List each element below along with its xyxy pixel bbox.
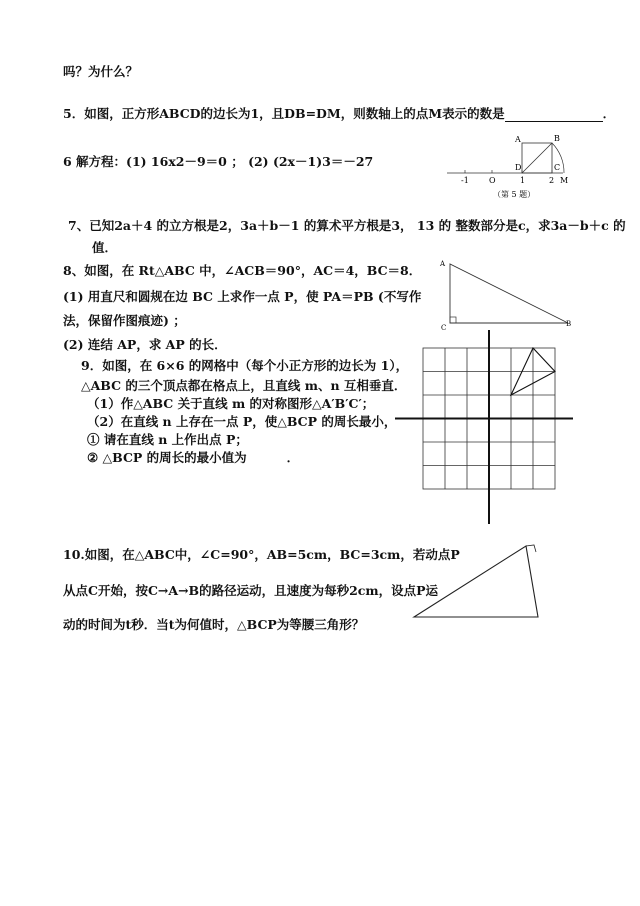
q5-caption: （第 5 题） xyxy=(493,190,536,199)
q8-line4: (2) 连结 AP，求 AP 的长． xyxy=(63,337,227,352)
q8-label-a: A xyxy=(440,260,446,268)
q8-right-angle-mark xyxy=(450,317,456,323)
q9-line5: ① 请在直线 n 上作出点 P； xyxy=(87,432,248,447)
q5-label-a: A xyxy=(515,135,521,144)
q8-line2: (1) 用直尺和圆规在边 BC 上求作一点 P，使 PA＝PB (不写作 xyxy=(63,289,422,304)
q9-line3: （1）作△ABC 关于直线 m 的对称图形△A′B′C′； xyxy=(87,396,375,411)
q5-label-d: D xyxy=(515,163,522,172)
q5-tick-minus1: -1 xyxy=(461,176,469,185)
q10-right-angle-mark xyxy=(526,545,536,552)
q9-line2: △ABC 的三个顶点都在格点上，且直线 m、n 互相垂直． xyxy=(81,378,407,393)
q5-figure xyxy=(445,130,595,200)
q5-label-c: C xyxy=(554,163,561,172)
q5-suffix: ． xyxy=(602,106,616,121)
q8-label-c: C xyxy=(441,324,447,332)
top-line: 吗？为什么？ xyxy=(63,64,139,79)
q9-line4: （2）在直线 n 上存在一点 P，使△BCP 的周长最小， xyxy=(87,414,397,429)
q8-line3: 法，保留作图痕迹) ； xyxy=(63,313,186,328)
q5-statement: 5．如图，正方形ABCD的边长为1，且DB=DM，则数轴上的点M表示的数是 xyxy=(63,106,505,121)
q5-tick-origin: O xyxy=(489,176,496,185)
q9-line6 xyxy=(87,450,299,466)
q6-text: 6 解方程：(1) 16x2－9＝0 ； (2) (2x－1)3＝－27 xyxy=(63,154,374,169)
q8-label-b: B xyxy=(566,320,572,328)
q10-line3: 动的时间为t秒．当t为何值时，△BCP为等腰三角形？ xyxy=(63,617,365,632)
q5-label-b: B xyxy=(554,134,560,143)
q7-line2: 值． xyxy=(92,240,118,255)
q9-line6-end: ． xyxy=(286,450,300,465)
q10-line2: 从点C开始，按C→A→B的路径运动，且速度为每秒2cm，设点P运 xyxy=(63,583,439,598)
q9-line1: 9．如图，在 6×6 的网格中（每个小正方形的边长为 1）， xyxy=(81,358,409,373)
q10-line1: 10.如图，在△ABC中，∠C=90°，AB=5cm，BC=3cm，若动点P xyxy=(63,547,460,562)
q10-triangle xyxy=(414,546,538,617)
q9-grid-figure xyxy=(395,328,575,528)
q5-answer-blank xyxy=(505,109,603,122)
q9-line6-text: ② △BCP 的周长的最小值为 xyxy=(87,450,247,465)
q8-figure xyxy=(438,256,578,336)
q5-text xyxy=(63,106,615,122)
q10-figure xyxy=(410,542,550,622)
q5-diagonal-db xyxy=(522,143,552,173)
q5-label-m: M xyxy=(560,176,569,185)
q7-line1: 7、已知2a＋4 的立方根是2，3a＋b－1 的算术平方根是3， 13 的 整数部分是c，求3a－b＋c 的 xyxy=(68,218,626,233)
q5-tick-2: 2 xyxy=(549,176,555,185)
q8-triangle xyxy=(450,264,568,323)
q5-tick-1: 1 xyxy=(520,176,526,185)
q8-line1: 8、如图，在 Rt△ABC 中，∠ACB＝90°，AC＝4，BC＝8． xyxy=(63,263,422,278)
